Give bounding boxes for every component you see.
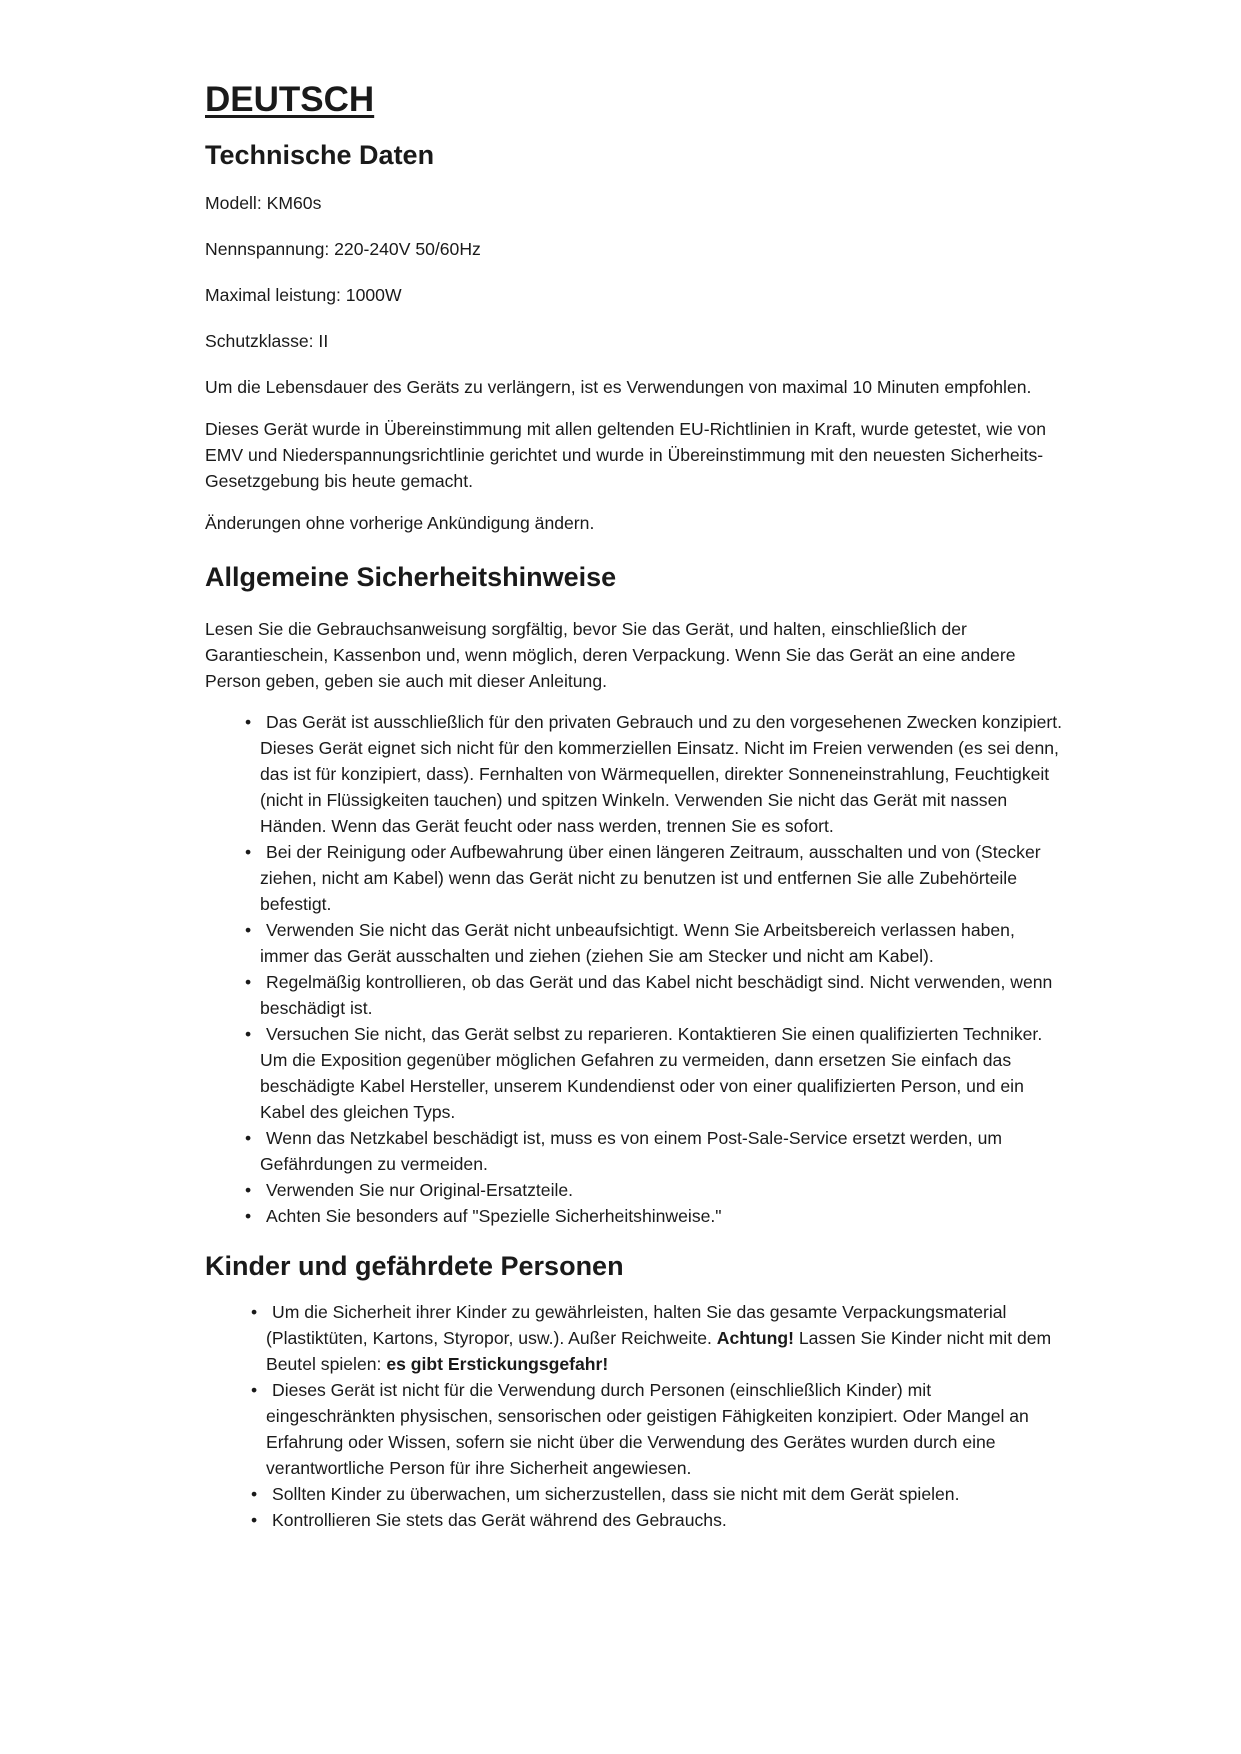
lifetime-paragraph: Um die Lebensdauer des Geräts zu verlängern, ist es Verwendungen von maximal 10 Minuten empfohlen.	[205, 377, 1032, 397]
list-item: • Achten Sie besonders auf "Spezielle Sicherheitshinweise."	[245, 1206, 722, 1226]
voltage-line: Nennspannung: 220-240V 50/60Hz	[205, 239, 481, 259]
compliance-paragraph: Dieses Gerät wurde in Übereinstimmung mit allen geltenden EU-Richtlinien in Kraft, wurde getestet, wie von EMV und Niederspannungsrichtlinie gerichtet und wurde in Übereinstimmung mit den neuesten Sicherheits-Gesetzgebung bis heute gemacht.	[205, 419, 1046, 491]
list-item: • Sollten Kinder zu überwachen, um sicherzustellen, dass sie nicht mit dem Gerät spielen.	[251, 1484, 960, 1504]
list-item: • Um die Sicherheit ihrer Kinder zu gewährleisten, halten Sie das gesamte Verpackungsmaterial (Plastiktüten, Kartons, Styropor, usw.). Außer Reichweite. Achtung! Lassen Sie Kinder nicht mit dem Beutel spielen: es gibt Erstickungsgefahr!	[251, 1302, 1052, 1374]
warning-strong: es gibt Erstickungsgefahr!	[386, 1354, 609, 1374]
list-item: • Verwenden Sie nur Original-Ersatzteile.	[245, 1180, 574, 1200]
language-title: DEUTSCH	[205, 80, 375, 119]
protection-class-line: Schutzklasse: II	[205, 331, 329, 351]
technical-heading: Technische Daten	[205, 140, 435, 170]
list-item: • Regelmäßig kontrollieren, ob das Gerät und das Kabel nicht beschädigt sind. Nicht verwenden, wenn beschädigt ist.	[245, 972, 1053, 1018]
list-item: • Verwenden Sie nicht das Gerät nicht unbeaufsichtigt. Wenn Sie Arbeitsbereich verlassen haben, immer das Gerät ausschalten und ziehen (ziehen Sie am Stecker und nicht am Kabel).	[245, 920, 1015, 966]
list-item: • Dieses Gerät ist nicht für die Verwendung durch Personen (einschließlich Kinder) mit eingeschränkten physischen, sensorischen oder geistigen Fähigkeiten konzipiert. Oder Mangel an Erfahrung oder Wissen, sofern sie nicht über die Verwendung des Gerätes wurden durch eine verantwortliche Person für ihre Sicherheit angewiesen.	[251, 1380, 1029, 1478]
document-page	[205, 78, 1065, 1533]
power-line: Maximal leistung: 1000W	[205, 285, 402, 305]
list-item: • Kontrollieren Sie stets das Gerät während des Gebrauchs.	[251, 1510, 727, 1530]
list-item: • Versuchen Sie nicht, das Gerät selbst zu reparieren. Kontaktieren Sie einen qualifizierten Techniker. Um die Exposition gegenüber möglichen Gefahren zu vermeiden, dann ersetzen Sie einfach das beschädigte Kabel Hersteller, unserem Kundendienst oder von einer qualifizierten Person, und ein Kabel des gleichen Typs.	[245, 1024, 1043, 1122]
list-item: • Das Gerät ist ausschließlich für den privaten Gebrauch und zu den vorgesehenen Zwecken konzipiert. Dieses Gerät eignet sich nicht für den kommerziellen Einsatz. Nicht im Freien verwenden (es sei denn, das ist für konzipiert, dass). Fernhalten von Wärmequellen, direkter Sonneneinstrahlung, Feuchtigkeit (nicht in Flüssigkeiten tauchen) und spitzen Winkeln. Verwenden Sie nicht das Gerät mit nassen Händen. Wenn das Gerät feucht oder nass werden, trennen Sie es sofort.	[245, 712, 1063, 836]
safety-heading: Allgemeine Sicherheitshinweise	[205, 562, 617, 592]
list-item: • Wenn das Netzkabel beschädigt ist, muss es von einem Post-Sale-Service ersetzt werden, um Gefährdungen zu vermeiden.	[245, 1128, 1003, 1174]
safety-list	[205, 709, 1065, 1229]
children-heading: Kinder und gefährdete Personen	[205, 1251, 624, 1281]
safety-intro: Lesen Sie die Gebrauchsanweisung sorgfältig, bevor Sie das Gerät, und halten, einschließlich der Garantieschein, Kassenbon und, wenn möglich, deren Verpackung. Wenn Sie das Gerät an eine andere Person geben, geben sie auch mit dieser Anleitung.	[205, 619, 1016, 691]
model-line: Modell: KM60s	[205, 193, 322, 213]
changes-paragraph: Änderungen ohne vorherige Ankündigung ändern.	[205, 513, 595, 533]
warning-label: Achtung!	[716, 1328, 794, 1348]
children-list	[211, 1299, 1065, 1533]
list-item: • Bei der Reinigung oder Aufbewahrung über einen längeren Zeitraum, ausschalten und von (Stecker ziehen, nicht am Kabel) wenn das Gerät nicht zu benutzen ist und entfernen Sie alle Zubehörteile befestigt.	[245, 842, 1041, 914]
